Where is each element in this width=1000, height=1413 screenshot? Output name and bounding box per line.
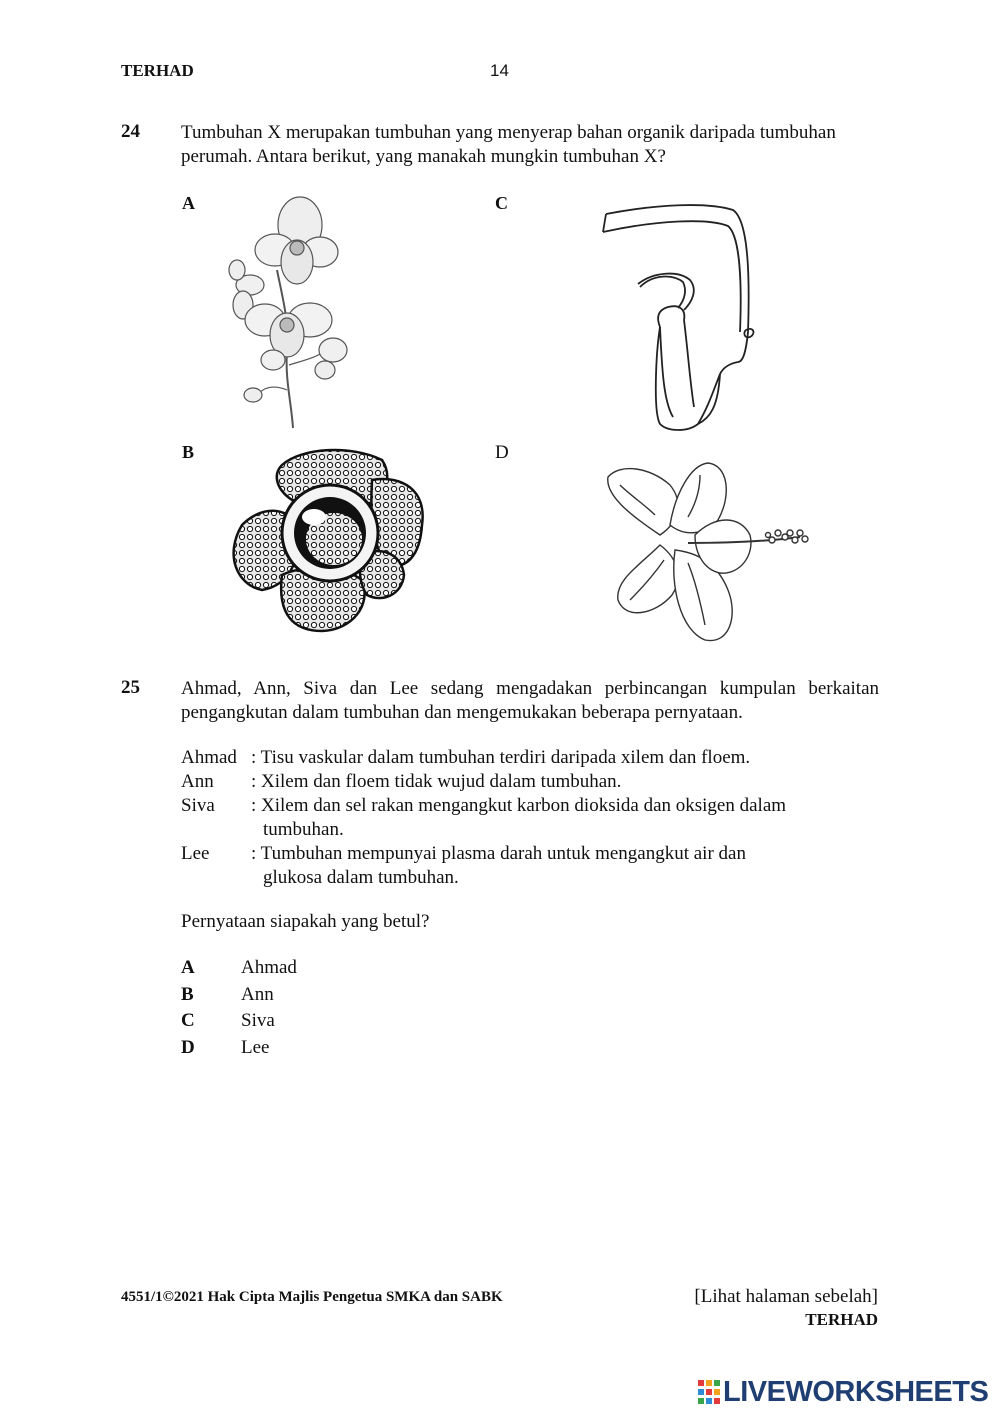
answer-letter: B	[181, 983, 194, 1005]
answer-letter: D	[181, 1037, 195, 1059]
answer-text: Lee	[241, 1037, 270, 1059]
liveworksheets-logo-icon	[698, 1380, 720, 1406]
page-number: 14	[490, 61, 509, 80]
answer-text: Ahmad	[241, 957, 297, 978]
q25-stem-line1: Ahmad, Ann, Siva dan Lee sedang mengadakan perbincangan kumpulan berkaitan	[181, 678, 879, 699]
statement-lee	[181, 842, 881, 890]
header-terhad: TERHAD	[121, 61, 194, 80]
footer-terhad: TERHAD	[805, 1310, 878, 1329]
q24-number: 24	[121, 121, 140, 142]
pitcher-plant-icon[interactable]	[598, 192, 768, 434]
footer-next-page: [Lihat halaman sebelah]	[694, 1286, 878, 1307]
answer-option-a[interactable]	[181, 955, 297, 982]
statement-speaker: Lee	[181, 843, 210, 864]
statement-speaker: Ann	[181, 771, 214, 792]
q25-statements	[181, 746, 881, 890]
hibiscus-icon[interactable]	[600, 455, 815, 650]
q24-option-c-label[interactable]: C	[495, 193, 508, 213]
orchid-icon[interactable]	[215, 190, 365, 430]
answer-letter: C	[181, 1010, 195, 1032]
q25-stem	[181, 677, 879, 725]
liveworksheets-watermark	[698, 1376, 994, 1410]
q24-stem-line1: Tumbuhan X merupakan tumbuhan yang menyerap bahan organik daripada tumbuhan	[181, 122, 836, 143]
watermark-text: LIVEWORKSHEETS	[723, 1376, 989, 1408]
statement-ahmad	[181, 746, 881, 770]
statement-text: : Xilem dan floem tidak wujud dalam tumbuhan.	[251, 771, 622, 792]
q24-option-b-label[interactable]: B	[182, 442, 195, 462]
statement-text: : Tumbuhan mempunyai plasma darah untuk mengangkut air dan	[251, 843, 746, 864]
statement-continuation: tumbuhan.	[263, 819, 344, 840]
footer-copyright: 4551/1©2021 Hak Cipta Majlis Pengetua SMKA dan SABK	[121, 1289, 503, 1305]
statement-ann	[181, 770, 881, 794]
answer-option-b[interactable]	[181, 982, 297, 1009]
statement-text: : Tisu vaskular dalam tumbuhan terdiri daripada xilem dan floem.	[251, 747, 751, 768]
rafflesia-icon[interactable]	[222, 445, 432, 635]
q24-stem-line2: perumah. Antara berikut, yang manakah mungkin tumbuhan X?	[181, 146, 666, 167]
statement-speaker: Ahmad	[181, 747, 237, 768]
q25-stem-line2: pengangkutan dalam tumbuhan dan mengemukakan beberapa pernyataan.	[181, 702, 743, 723]
answer-text: Ann	[241, 983, 274, 1005]
q24-option-a-label[interactable]: A	[182, 193, 195, 213]
q24-stem	[181, 121, 881, 169]
answer-letter: A	[181, 957, 195, 978]
q25-question: Pernyataan siapakah yang betul?	[181, 911, 430, 932]
answer-option-c[interactable]	[181, 1008, 297, 1035]
answer-option-d[interactable]	[181, 1035, 297, 1062]
q25-answer-list	[181, 955, 297, 1062]
statement-speaker: Siva	[181, 795, 215, 816]
statement-text: : Xilem dan sel rakan mengangkut karbon dioksida dan oksigen dalam	[251, 795, 787, 816]
statement-continuation: glukosa dalam tumbuhan.	[263, 867, 459, 888]
statement-siva	[181, 794, 881, 842]
q25-number: 25	[121, 677, 140, 698]
q24-option-d-label[interactable]: D	[495, 442, 509, 463]
answer-text: Siva	[241, 1010, 275, 1032]
